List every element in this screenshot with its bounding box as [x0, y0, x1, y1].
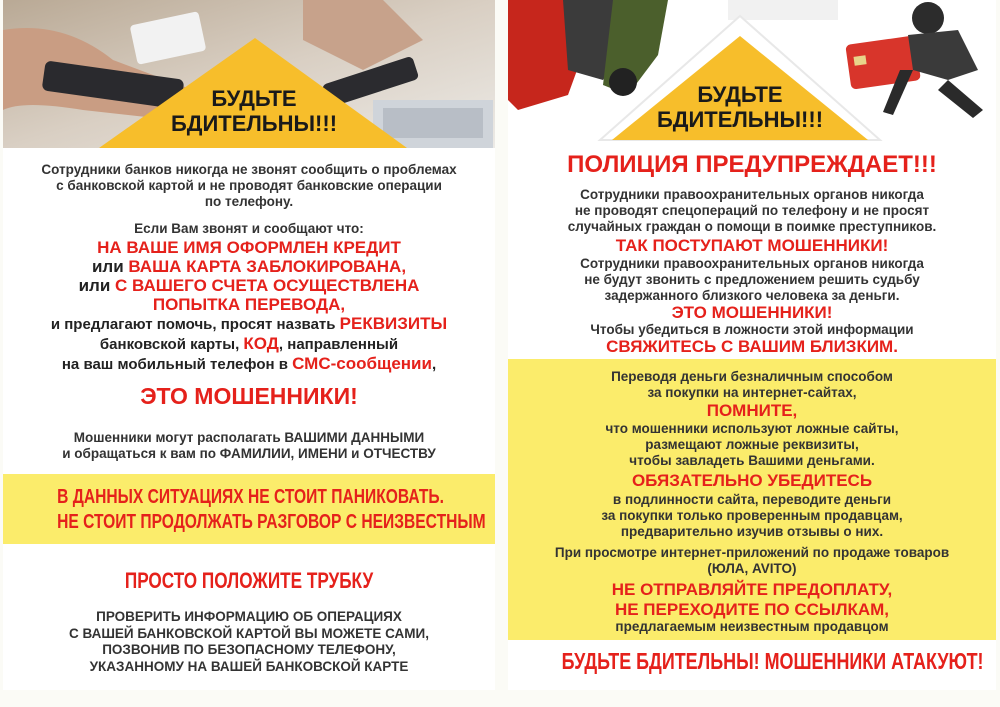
fake-line: размещают ложные реквизиты,	[645, 437, 859, 452]
p1-line: Сотрудники правоохранительных органов никогда	[580, 187, 924, 202]
transfer-paragraph	[508, 369, 996, 401]
scenario-or: или	[78, 276, 116, 295]
scenario-card-blocked: ВАША КАРТА ЗАБЛОКИРОВАНА,	[128, 257, 407, 276]
warning-banner-triangle	[3, 0, 495, 160]
no-prepayment	[508, 580, 996, 620]
banner-line-1: БУДЬТЕ	[697, 82, 783, 107]
authentic-paragraph	[508, 492, 996, 540]
banner-line-2: БДИТЕЛЬНЫ!!!	[170, 111, 338, 136]
intro-line: по телефону.	[204, 194, 294, 209]
apps-line: (ЮЛА, AVITO)	[707, 561, 797, 576]
offer-code: КОД	[243, 334, 279, 353]
verify-text: Чтобы убедиться в ложности этой информации	[590, 322, 914, 337]
data-line: Мошенники могут располагать ВАШИМИ ДАННЫМИ	[73, 430, 425, 445]
offer-sms: СМС-сообщении	[292, 354, 432, 373]
footer-warning	[508, 648, 996, 674]
fraud-warning: ЭТО МОШЕННИКИ!	[140, 383, 358, 409]
authentic-line: за покупки только проверенным продавцам,	[601, 508, 903, 523]
apps-paragraph	[508, 545, 996, 577]
police-warns-title: ПОЛИЦИЯ ПРЕДУПРЕЖДАЕТ!!!	[567, 151, 937, 178]
hang-up-text	[3, 568, 495, 594]
check-line: ПРОВЕРИТЬ ИНФОРМАЦИЮ ОБ ОПЕРАЦИЯХ	[96, 609, 402, 624]
offer-text: , направленный	[278, 336, 399, 353]
banner-title	[149, 86, 359, 136]
left-leaflet	[3, 0, 495, 690]
offer-text: на ваш мобильный телефон в	[61, 356, 293, 373]
intro-line: Сотрудники банков никогда не звонят сообщить о проблемах	[41, 162, 457, 177]
transfer-line: Переводя деньги безналичным способом	[611, 369, 893, 384]
scam-scenarios	[3, 238, 495, 314]
ensure-label: ОБЯЗАТЕЛЬНО УБЕДИТЕСЬ	[631, 471, 873, 490]
authentic-line: предварительно изучив отзывы о них.	[620, 524, 884, 539]
no-prepay-line: НЕ ОТПРАВЛЯЙТЕ ПРЕДОПЛАТУ,	[611, 580, 893, 599]
no-panic-line-2: НЕ СТОИТ ПРОДОЛЖАТЬ РАЗГОВОР С НЕИЗВЕСТНЫМ	[57, 511, 486, 533]
transfer-line: за покупки на интернет-сайтах,	[647, 385, 857, 400]
scenario-or: или	[91, 257, 129, 276]
police-paragraph-2	[508, 256, 996, 304]
footer-line: БУДЬТЕ БДИТЕЛЬНЫ! МОШЕННИКИ АТАКУЮТ!	[561, 648, 984, 674]
data-line: и обращаться к вам по ФАМИЛИИ, ИМЕНИ и ОТЧЕСТВУ	[62, 446, 436, 461]
offer-text: ,	[431, 356, 437, 373]
offer-requisites: РЕКВИЗИТЫ	[339, 314, 448, 333]
contact-relative: СВЯЖИТЕСЬ С ВАШИМ БЛИЗКИМ.	[606, 337, 898, 356]
fake-sites-paragraph	[508, 421, 996, 469]
banner-title	[636, 82, 844, 132]
authentic-line: в подлинности сайта, переводите деньги	[612, 492, 892, 507]
apps-line: При просмотре интернет-приложений по продаже товаров	[554, 545, 950, 560]
offer-text: банковской карты,	[99, 336, 244, 353]
banner-line-1: БУДЬТЕ	[211, 86, 297, 111]
act-fraud-title: ТАК ПОСТУПАЮТ МОШЕННИКИ!	[615, 236, 889, 255]
offered-by-text: предлагаемым неизвестным продавцом	[615, 619, 889, 634]
remember-label: ПОМНИТЕ,	[706, 401, 798, 420]
warning-banner-triangle	[508, 0, 996, 160]
fake-line: что мошенники используют ложные сайты,	[605, 421, 899, 436]
intro-line: с банковской картой и не проводят банковские операции	[56, 178, 442, 193]
offer-paragraph	[3, 314, 495, 374]
p2-line: задержанного близкого человека за деньги.	[604, 288, 900, 303]
fraud-warning: ЭТО МОШЕННИКИ!	[671, 303, 833, 322]
no-panic-text	[3, 485, 495, 535]
check-info-paragraph	[3, 609, 495, 675]
police-paragraph-1	[508, 187, 996, 235]
p2-line: не будут звонить с предложением решить судьбу	[584, 272, 920, 287]
right-leaflet	[508, 0, 996, 690]
no-links-line: НЕ ПЕРЕХОДИТЕ ПО ССЫЛКАМ,	[614, 600, 890, 619]
scenario-transfer-attempt: ПОПЫТКА ПЕРЕВОДА,	[152, 295, 346, 314]
personal-data-note	[3, 430, 495, 462]
scenario-credit: НА ВАШЕ ИМЯ ОФОРМЛЕН КРЕДИТ	[97, 238, 401, 257]
intro-paragraph	[3, 162, 495, 210]
banner-line-2: БДИТЕЛЬНЫ!!!	[656, 107, 824, 132]
check-line: С ВАШЕЙ БАНКОВСКОЙ КАРТОЙ ВЫ МОЖЕТЕ САМИ,	[69, 625, 429, 641]
p2-line: Сотрудники правоохранительных органов никогда	[580, 256, 924, 271]
hang-up-line: ПРОСТО ПОЛОЖИТЕ ТРУБКУ	[124, 568, 374, 593]
p1-line: случайных граждан о помощи в поимке преступников.	[567, 219, 937, 234]
check-line: ПОЗВОНИВ ПО БЕЗОПАСНОМУ ТЕЛЕФОНУ,	[102, 642, 396, 657]
scenario-transfer: С ВАШЕГО СЧЕТА ОСУЩЕСТВЛЕНА	[115, 276, 420, 295]
p1-line: не проводят спецопераций по телефону и не просят	[574, 203, 930, 218]
offer-text: и предлагают помочь, просят назвать	[50, 316, 340, 333]
if-call-text: Если Вам звонят и сообщают что:	[134, 221, 364, 236]
check-line: УКАЗАННОМУ НА ВАШЕЙ БАНКОВСКОЙ КАРТЕ	[89, 658, 409, 674]
no-panic-line-1: В ДАННЫХ СИТУАЦИЯХ НЕ СТОИТ ПАНИКОВАТЬ.	[57, 486, 444, 508]
fake-line: чтобы завладеть Вашими деньгами.	[629, 453, 875, 468]
